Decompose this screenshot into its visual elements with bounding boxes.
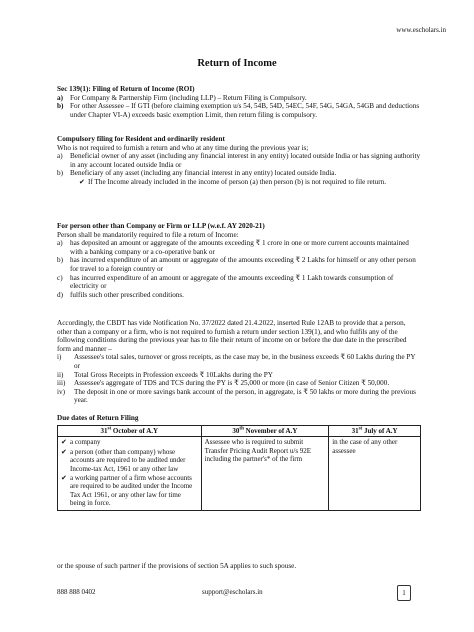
other-person-heading: For person other than Company or Firm or LLP (w.e.f. AY 2020-21) <box>57 222 265 230</box>
item-label: iii) <box>57 379 66 388</box>
list-item: ✔ a working partner of a firm whose accounts are required to be audited under the Income Tax Act 1961, or any other law for time being in force. <box>61 474 193 508</box>
spouse-note: or the spouse of such partner if the provisions of section 5A applies to such spouse. <box>57 562 297 570</box>
item-text: For Company & Partnership Firm (including LLP) – Return Filing is Compulsory. <box>70 93 307 102</box>
item-label: i) <box>57 353 62 362</box>
footer-phone[interactable]: 888 888 0402 <box>57 588 96 596</box>
column-header-november: 30th November of A.Y <box>201 426 329 437</box>
note-text: If The Income already included in the income of person (a) then person (b) is not required to file return. <box>88 177 387 186</box>
compulsory-item-b <box>57 169 421 178</box>
compulsory-heading: Compulsory filing for Resident and ordinarily resident <box>57 135 225 143</box>
other-person-item-c <box>57 274 421 291</box>
compulsory-note <box>79 178 421 187</box>
item-label: iv) <box>57 387 65 396</box>
compulsory-intro: Who is not required to furnish a return and who at any time during the previous year is; <box>57 143 309 152</box>
item-label: ii) <box>57 370 64 379</box>
check-icon: ✔ <box>61 438 67 447</box>
item-label: c) <box>57 273 63 282</box>
item-text: Beneficiary of any asset (including any financial interest in any entity) located outside India. <box>70 169 337 178</box>
footer-email[interactable]: support@escholars.in <box>202 588 263 596</box>
section-139-heading: Sec 139(1): Filing of Return of Income (ROI) <box>57 85 195 93</box>
section-139 <box>57 85 421 119</box>
due-dates-table <box>57 425 421 511</box>
site-url[interactable]: www.escholars.in <box>396 26 446 34</box>
item-text: Beneficial owner of any asset (including any financial interest in any entity) located outside India or has signing authority in any account located outside India or <box>70 152 421 169</box>
check-icon: ✔ <box>61 474 67 483</box>
cbdt-item-iii <box>57 379 421 388</box>
item-text: fulfils such other prescribed conditions. <box>70 290 184 299</box>
item-text: The deposit in one or more savings bank account of the person, in aggregate, is ₹ 50 lakhs or more during the previous year. <box>74 387 416 405</box>
item-label: b) <box>57 169 63 178</box>
page-number: 1 <box>397 585 411 601</box>
item-label: a) <box>57 93 63 102</box>
item-label: a) <box>57 152 63 161</box>
list-item: ✔ a company <box>61 438 101 447</box>
section-139-item-b <box>57 102 421 119</box>
july-cell: in the case of any other assessee <box>329 437 421 510</box>
item-label: b) <box>57 256 63 265</box>
check-icon: ✔ <box>61 447 67 456</box>
item-text: Assessee's total sales, turnover or gross receipts, as the case may be, in the business exceeds ₹ 60 Lakhs during the PY or <box>74 353 416 370</box>
other-person-item-b <box>57 256 421 273</box>
cbdt-item-ii <box>57 371 421 380</box>
table-row <box>58 437 421 510</box>
item-text: has deposited an amount or aggregate of the amounts exceeding ₹ 1 crore in one or more current accounts maintained with a banking company or a co-operative bank or <box>70 239 409 256</box>
item-text: Assessee's aggregate of TDS and TCS during the PY is ₹ 25,000 or more (in case of Senior Citizen ₹ 50,000. <box>74 379 390 388</box>
other-person-item-d <box>57 291 421 300</box>
item-text: For other Assessee – If GTI (before claiming exemption u/s 54, 54B, 54D, 54EC, 54F, 54G, 54GA, 54GB and deductions under Chapter VI-A) exceeds basic exemption Limit, then return filing is compulsory. <box>70 102 420 119</box>
cbdt-intro: Accordingly, the CBDT has vide Notification No. 37/2022 dated 21.4.2022, inserted Rule 12AB to provide that a person, other than a company or a firm, who is not required to furnish a return under section 139(1), and who fulfils any of the following conditions during the previous year has to file their return of income on or before the due date in the prescribed form and manner – <box>57 319 407 353</box>
item-label: b) <box>57 102 64 111</box>
other-person-intro: Person shall be mandatorily required to file a return of Income: <box>57 230 239 239</box>
item-text: has incurred expenditure of an amount or aggregate of the amounts exceeding ₹ 2 Lakhs for himself or any other person for travel to a foreign country or <box>70 256 416 273</box>
compulsory-section <box>57 135 421 187</box>
other-person-item-a <box>57 239 421 256</box>
november-cell: Assessee who is required to submit Transfer Pricing Audit Report u/s 92E including the partner's* of the firm <box>201 437 329 510</box>
column-header-july: 31st July of A.Y <box>329 426 421 437</box>
page-title: Return of Income <box>197 58 277 69</box>
table-header-row <box>58 426 421 437</box>
other-person-section <box>57 222 421 299</box>
item-text: Total Gross Receipts in Profession exceeds ₹ 10Lakhs during the PY <box>74 370 273 379</box>
column-header-october: 31st October of A.Y <box>58 426 202 437</box>
due-dates-heading: Due dates of Return Filing <box>57 414 139 422</box>
item-label: d) <box>57 290 63 299</box>
cbdt-item-iv <box>57 388 421 405</box>
item-text: has incurred expenditure of an amount or aggregate of the amounts exceeding ₹ 1 Lakh towards consumption of electricity or <box>70 273 394 291</box>
item-label: a) <box>57 239 63 248</box>
cbdt-section <box>57 319 421 405</box>
october-cell <box>58 437 202 510</box>
section-139-item-a <box>57 94 421 103</box>
compulsory-item-a <box>57 152 421 169</box>
list-item: ✔ a person (other than company) whose accounts are required to be audited under Income-tax Act, 1961 or any other law <box>61 447 186 473</box>
check-icon: ✔ <box>79 177 85 186</box>
cbdt-item-i <box>57 353 421 370</box>
